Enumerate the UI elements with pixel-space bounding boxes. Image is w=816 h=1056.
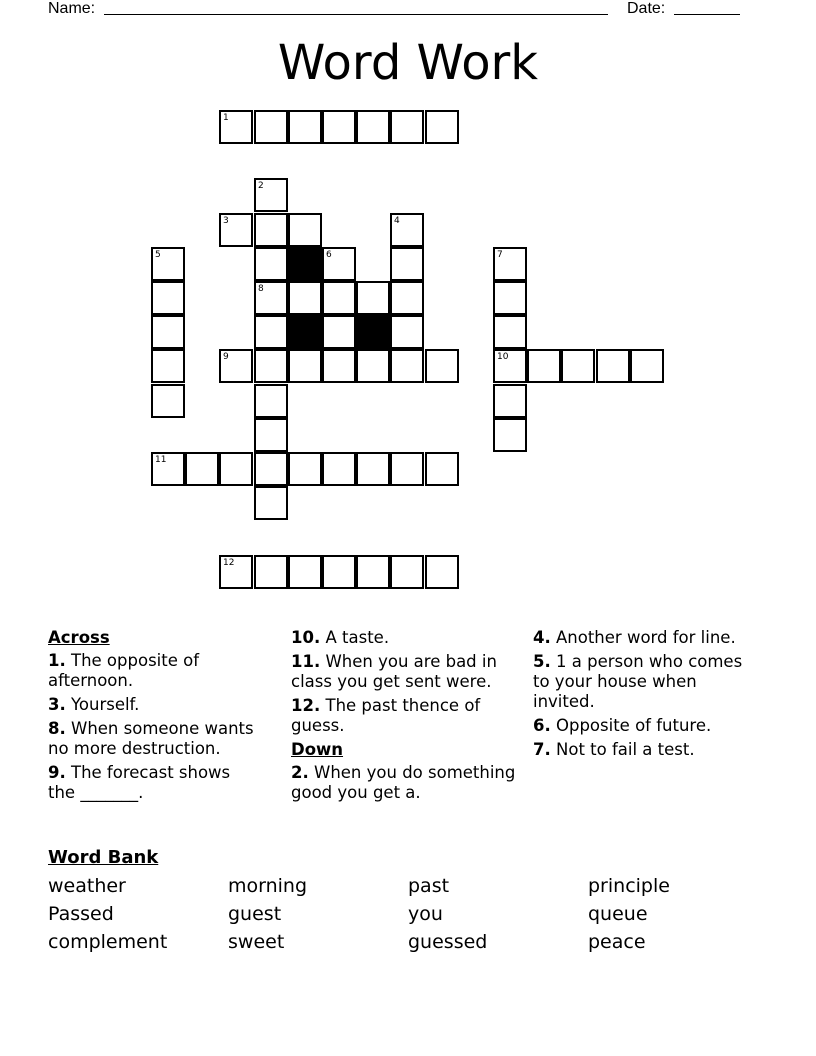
word-bank-item: sweet <box>228 931 285 953</box>
crossword-cell[interactable] <box>493 315 527 349</box>
word-bank-item: guest <box>228 903 282 925</box>
crossword-cell[interactable] <box>322 281 356 315</box>
down-heading: Down <box>291 740 344 759</box>
crossword-cell[interactable] <box>390 349 424 383</box>
clue-number: 12 <box>223 558 235 568</box>
crossword-cell[interactable] <box>254 110 288 144</box>
crossword-cell[interactable] <box>425 349 459 383</box>
crossword-cell[interactable] <box>356 555 390 589</box>
crossword-cell[interactable] <box>254 452 288 486</box>
clue-number: 6 <box>326 250 332 260</box>
word-bank-item: weather <box>48 875 126 897</box>
word-bank-item: peace <box>588 931 646 953</box>
clue-down-5: 5. 1 a person who comes to your house when invited. <box>533 652 743 711</box>
clue-number: 5 <box>155 250 161 260</box>
crossword-cell[interactable] <box>254 178 288 212</box>
crossword-cell[interactable] <box>151 349 185 383</box>
clue-across-1: 1. The opposite of afternoon. <box>48 651 200 690</box>
crossword-cell[interactable] <box>254 555 288 589</box>
crossword-cell[interactable] <box>493 281 527 315</box>
crossword-cell[interactable] <box>390 213 424 247</box>
crossword-cell[interactable] <box>390 247 424 281</box>
clue-number: 8 <box>258 284 264 294</box>
crossword-cell[interactable] <box>254 418 288 452</box>
crossword-cell[interactable] <box>219 213 253 247</box>
crossword-cell[interactable] <box>288 213 322 247</box>
crossword-cell[interactable] <box>254 384 288 418</box>
clues-column-2 <box>291 628 519 807</box>
crossword-cell[interactable] <box>390 110 424 144</box>
crossword-cell[interactable] <box>493 384 527 418</box>
crossword-cell[interactable] <box>390 281 424 315</box>
clue-across-3: 3. Yourself. <box>48 695 140 714</box>
crossword-cell[interactable] <box>493 247 527 281</box>
crossword-cell[interactable] <box>322 555 356 589</box>
crossword-cell[interactable] <box>288 452 322 486</box>
crossword-cell[interactable] <box>356 281 390 315</box>
crossword-cell[interactable] <box>425 110 459 144</box>
crossword-cell[interactable] <box>493 349 527 383</box>
clue-across-8: 8. When someone wants no more destruction. <box>48 719 254 758</box>
crossword-cell[interactable] <box>151 452 185 486</box>
word-bank-item: morning <box>228 875 308 897</box>
clue-across-9: 9. The forecast shows the _______. <box>48 763 231 802</box>
crossword-cell[interactable] <box>151 384 185 418</box>
word-bank-item: Passed <box>48 903 114 925</box>
crossword-cell[interactable] <box>425 555 459 589</box>
clue-number: 10 <box>497 352 509 362</box>
clue-down-2: 2. When you do something good you get a. <box>291 763 516 802</box>
crossword-cell[interactable] <box>254 486 288 520</box>
crossword-cell[interactable] <box>185 452 219 486</box>
crossword-cell[interactable] <box>425 452 459 486</box>
crossword-cell[interactable] <box>151 315 185 349</box>
crossword-cell[interactable] <box>288 281 322 315</box>
clue-number: 9 <box>223 352 229 362</box>
clue-down-4: 4. Another word for line. <box>533 628 736 647</box>
clue-number: 1 <box>223 113 229 123</box>
date-label: Date: <box>627 0 666 17</box>
clue-down-6: 6. Opposite of future. <box>533 716 712 735</box>
clue-across-10: 10. A taste. <box>291 628 390 647</box>
crossword-cell[interactable] <box>254 213 288 247</box>
crossword-cell[interactable] <box>219 110 253 144</box>
crossword-cell[interactable] <box>322 247 356 281</box>
clue-number: 2 <box>258 181 264 191</box>
crossword-cell[interactable] <box>288 110 322 144</box>
crossword-cell[interactable] <box>288 349 322 383</box>
crossword-cell[interactable] <box>254 281 288 315</box>
clue-number: 3 <box>223 216 229 226</box>
black-square <box>288 247 322 281</box>
crossword-cell[interactable] <box>322 452 356 486</box>
name-label: Name: <box>48 0 96 17</box>
clue-number: 4 <box>394 216 400 226</box>
word-bank-item: queue <box>588 903 648 925</box>
crossword-cell[interactable] <box>390 452 424 486</box>
crossword-cell[interactable] <box>254 247 288 281</box>
crossword-cell[interactable] <box>219 349 253 383</box>
black-square <box>356 315 390 349</box>
crossword-cell[interactable] <box>219 555 253 589</box>
word-bank-item: complement <box>48 931 168 953</box>
crossword-cell[interactable] <box>322 315 356 349</box>
clue-number: 7 <box>497 250 503 260</box>
crossword-cell[interactable] <box>596 349 630 383</box>
crossword-cell[interactable] <box>254 349 288 383</box>
word-bank-item: past <box>408 875 450 897</box>
across-heading: Across <box>48 628 110 647</box>
clues-column-3 <box>533 628 743 764</box>
clue-down-7: 7. Not to fail a test. <box>533 740 695 759</box>
clue-across-11: 11. When you are bad in class you get sent were. <box>291 652 497 691</box>
crossword-cell[interactable] <box>390 315 424 349</box>
crossword-cell[interactable] <box>561 349 595 383</box>
crossword-cell[interactable] <box>527 349 561 383</box>
word-bank-item: you <box>408 903 443 925</box>
crossword-cell[interactable] <box>219 452 253 486</box>
crossword-cell[interactable] <box>493 418 527 452</box>
crossword-cell[interactable] <box>151 281 185 315</box>
word-bank-item: guessed <box>408 931 488 953</box>
crossword-cell[interactable] <box>630 349 664 383</box>
crossword-cell[interactable] <box>288 555 322 589</box>
crossword-cell[interactable] <box>151 247 185 281</box>
page-title: Word Work <box>277 35 539 91</box>
black-square <box>288 315 322 349</box>
crossword-cell[interactable] <box>356 452 390 486</box>
clue-number: 11 <box>155 455 167 465</box>
crossword-cell[interactable] <box>322 349 356 383</box>
crossword-cell[interactable] <box>356 110 390 144</box>
word-bank-item: principle <box>588 875 670 897</box>
crossword-cell[interactable] <box>356 349 390 383</box>
clues-column-1 <box>48 628 258 807</box>
word-bank-title: Word Bank <box>48 847 159 868</box>
clue-across-12: 12. The past thence of guess. <box>291 696 481 735</box>
crossword-cell[interactable] <box>322 110 356 144</box>
crossword-cell[interactable] <box>254 315 288 349</box>
crossword-cell[interactable] <box>390 555 424 589</box>
